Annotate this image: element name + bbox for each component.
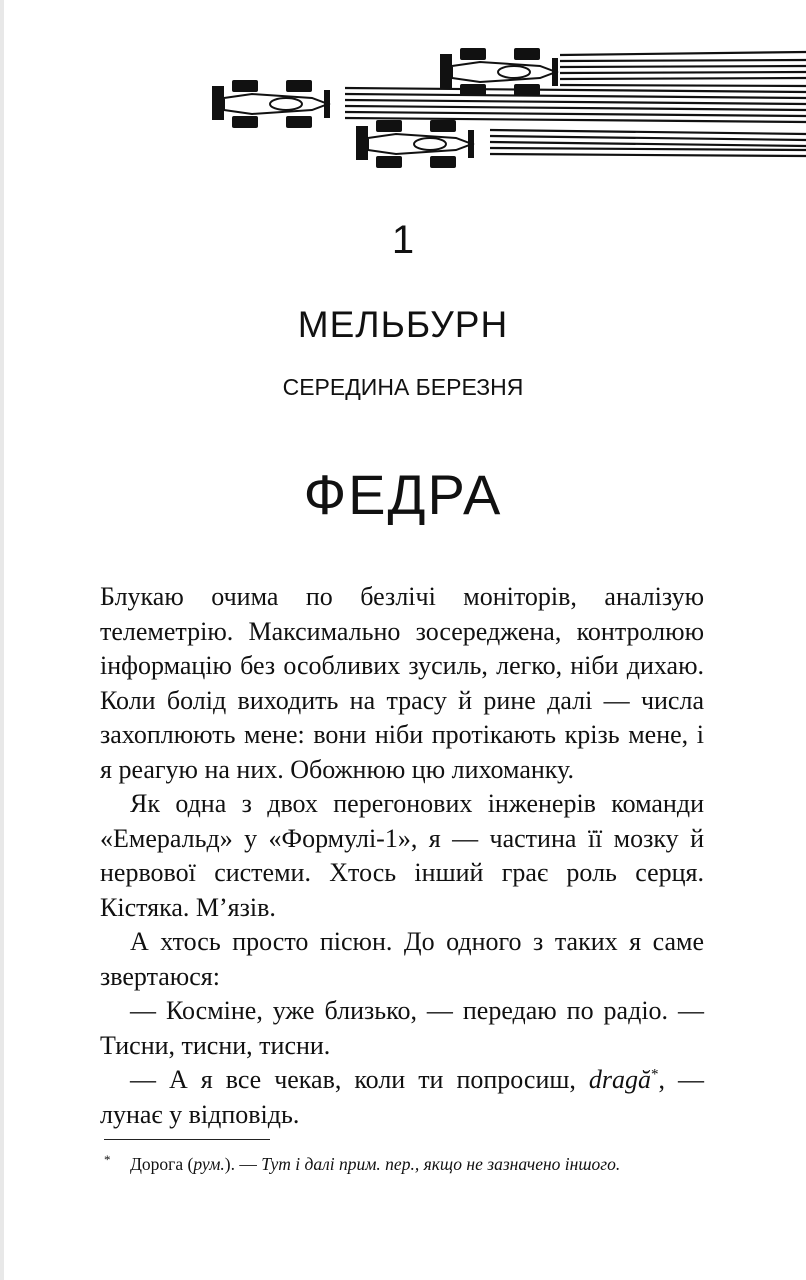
footnote-divider	[104, 1139, 270, 1140]
footnote-text-mid: ). —	[224, 1154, 262, 1174]
paragraph-5	[100, 1063, 704, 1132]
paragraph-5-start: — А я все чекав, коли ти попросиш,	[130, 1065, 589, 1094]
chapter-number: 1	[391, 218, 415, 262]
speed-lines-middle	[345, 88, 806, 122]
chapter-body	[100, 580, 704, 1132]
paragraph-2: Як одна з двох перегонових інженерів команди «Емеральд» у «Формулі-1», я — частина її мозку й нервової системи. Хтось інший грає роль серця. Кістяка. М’язів.	[100, 789, 704, 922]
page-edge	[0, 0, 4, 1280]
paragraph-3: А хтось просто пісюн. До одного з таких я саме звертаюся:	[100, 927, 704, 991]
race-cars-illustration	[0, 0, 806, 175]
footnote-text: Дорога (	[130, 1154, 194, 1174]
speed-lines-top	[560, 52, 806, 86]
footnote-reference: *	[651, 1066, 659, 1083]
paragraph-1: Блукаю очима по безлічі моніторів, аналізую телеметрію. Максимально зосереджена, контролюю інформацію без особливих зусиль, легко, ніби дихаю. Коли болід виходить на трасу й рине далі — числа захоплюють мене: вони ніби протікають крізь мене, і я реагую на них. Обожнюю цю лихоманку.	[100, 582, 704, 784]
race-car-middle	[212, 80, 330, 128]
chapter-subtitle: СЕРЕДИНА БЕРЕЗНЯ	[282, 374, 524, 400]
footnote-mark: *	[104, 1152, 111, 1167]
race-car-bottom	[356, 120, 474, 168]
speed-lines-bottom	[490, 130, 806, 156]
footnote-abbr: рум.	[193, 1154, 225, 1174]
pov-character-name: ФЕДРА	[303, 463, 503, 526]
footnote-body	[130, 1153, 724, 1175]
paragraph-5-end: , — лунає у відповідь.	[100, 1065, 704, 1129]
paragraph-4: — Косміне, уже близько, — передаю по радіо. — Тисни, тисни, тисни.	[100, 996, 704, 1060]
footnote-note: Тут і далі прим. пер., якщо не зазначено іншого.	[261, 1154, 621, 1174]
footnote	[104, 1153, 724, 1175]
chapter-title: МЕЛЬБУРН	[297, 304, 509, 345]
foreign-word: dragă	[588, 1065, 652, 1094]
